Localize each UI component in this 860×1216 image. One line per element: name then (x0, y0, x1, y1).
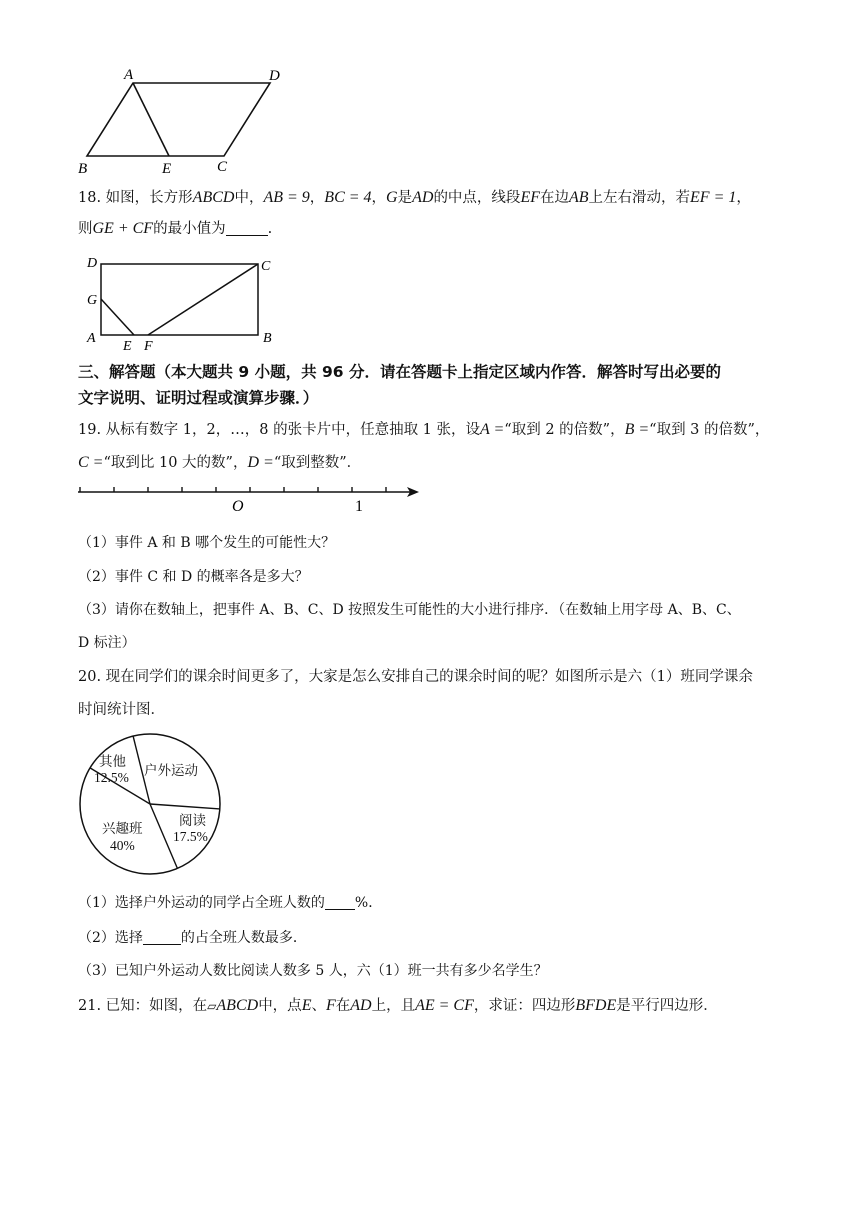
q20-sub2 (78, 928, 800, 948)
q20-sub1 (78, 893, 800, 913)
q21-text-d: 上，且 (371, 998, 416, 1014)
section-heading-line1: 三、解答题（本大题共 9 小题，共 96 分．请在答题卡上指定区域内作答．解答时写出必要的 (78, 363, 721, 381)
q20-sub2-b: 的占全班人数最多． (180, 930, 307, 946)
q18-line2 (78, 219, 800, 239)
q19-sub1: （1）事件 A 和 B 哪个发生的可能性大？ (78, 535, 336, 551)
q20-sub1-b: %． (354, 895, 383, 911)
pie-chart (76, 730, 226, 880)
q21-e: E (301, 997, 312, 1014)
q19-line1-c: “取到 3 的倍数”， (649, 422, 770, 438)
section-heading-line2: 文字说明、证明过程或演算步骤．） (78, 389, 319, 407)
q18-ab2: AB (568, 189, 589, 206)
axis-origin-label: O (232, 498, 244, 515)
parallelogram-icon: ▱ (207, 999, 217, 1013)
slice-value-other: 12.5% (94, 770, 129, 785)
label-A: A (124, 67, 134, 83)
q19-sub2: （2）事件 C 和 D 的概率各是多大？ (78, 569, 309, 585)
q19-a-eq: A = (480, 421, 505, 438)
label-D: D (269, 68, 280, 84)
q20-sub1-blank[interactable] (325, 895, 355, 910)
q21-text-b: 中，点 (258, 998, 302, 1014)
q18-text-d: 的中点，线段 (433, 190, 521, 206)
q21-ae-cf: AE = CF (415, 997, 474, 1014)
q18-ef: EF (520, 189, 540, 206)
q21-bfde: BFDE (575, 997, 617, 1014)
q18-g: G (386, 189, 398, 206)
slice-label-reading: 阅读 (179, 813, 206, 828)
q18-sep2: ， (371, 190, 387, 206)
label-C: C (261, 259, 271, 274)
q21-text-a: 已知：如图，在 (105, 998, 208, 1014)
label-G: G (87, 293, 98, 308)
q20-line1-text: 现在同学们的课余时间更多了，大家是怎么安排自己的课余时间的呢？如图所示是六（1）班同学课余 (105, 669, 753, 685)
q18-bc: BC = 4 (324, 189, 372, 206)
q19-line2 (78, 453, 800, 473)
q18-text-b: 中， (234, 190, 264, 206)
q18-line2-a: 则 (78, 221, 93, 237)
q18-text-f: 上左右滑动，若 (588, 190, 691, 206)
q21-ad: AD (350, 997, 372, 1014)
label-C: C (217, 159, 228, 175)
q21-text-c: 在 (335, 998, 351, 1014)
slice-value-reading: 17.5% (173, 829, 208, 844)
q19-d-eq: D = (247, 454, 274, 471)
label-A: A (87, 331, 96, 346)
q21-number: 21. (78, 998, 102, 1014)
q19-number: 19. (78, 422, 102, 438)
q18-expr: GE + CF (92, 220, 154, 237)
q20-sub3: （3）已知户外运动人数比阅读人数多 5 人，六（1）班一共有多少名学生？ (78, 963, 548, 979)
label-D: D (87, 256, 98, 271)
axis-one-label: 1 (355, 498, 363, 515)
q19-line2-a: “取到比 10 大的数”， (103, 455, 248, 471)
q20-line1 (78, 667, 800, 687)
section-heading (78, 359, 798, 411)
q18-line1 (78, 188, 800, 208)
q19-line1-a: 从标有数字 1，2，…，8 的张卡片中，任意抽取 1 张，设 (105, 422, 481, 438)
q20-number: 20. (78, 669, 102, 685)
q18-answer-blank[interactable] (226, 221, 268, 236)
q21-sep: 、 (311, 998, 326, 1014)
q19-line1 (78, 420, 800, 440)
q19-line2-b: “取到整数”． (273, 455, 362, 471)
q18-rect: ABCD (192, 189, 235, 206)
q18-number: 18. (78, 190, 102, 206)
q19-sub3-line1: （3）请你在数轴上，把事件 A、B、C、D 按照发生可能性的大小进行排序．（在数轴上用字母 A、B、C、 (78, 602, 741, 618)
q18-sep1: ， (309, 190, 325, 206)
q18-text-e: 在边 (539, 190, 569, 206)
slice-value-interest: 40% (110, 838, 135, 853)
q18-text-a: 如图，长方形 (105, 190, 193, 206)
q19-c-eq: C = (78, 454, 104, 471)
q18-line2-end: . (267, 221, 273, 237)
q18-text-g: ， (736, 190, 751, 206)
slice-boundary-reading (150, 804, 220, 809)
q20-line2: 时间统计图． (78, 702, 165, 718)
q19-line1-b: “取到 2 的倍数”， (504, 422, 625, 438)
slice-label-outdoor: 户外运动 (144, 763, 198, 778)
label-E: E (123, 339, 132, 353)
label-B: B (78, 161, 88, 177)
q20-sub2-a: （2）选择 (78, 930, 143, 946)
q18-text-c: 是 (397, 190, 413, 206)
number-line (74, 480, 424, 516)
q18-ad: AD (412, 189, 434, 206)
q21-para: ABCD (216, 997, 259, 1014)
label-B: B (263, 331, 272, 346)
q21-line (78, 996, 800, 1016)
rectangle-figure (80, 253, 280, 353)
q18-line2-b: 的最小值为 (153, 221, 226, 237)
slice-label-interest: 兴趣班 (102, 821, 143, 836)
q21-text-f: 是平行四边形． (616, 998, 718, 1014)
label-E: E (162, 161, 172, 177)
slice-label-other: 其他 (99, 754, 126, 769)
q19-b-eq: B = (624, 421, 650, 438)
q18-ef-eq: EF = 1 (690, 189, 737, 206)
q19-sub3-line2: D 标注） (78, 635, 136, 651)
q20-sub2-blank[interactable] (143, 930, 181, 945)
q21-f: F (325, 997, 336, 1014)
label-F: F (144, 339, 153, 353)
q21-text-e: ，求证：四边形 (473, 998, 576, 1014)
q18-ab: AB = 9 (263, 189, 310, 206)
q20-sub1-a: （1）选择户外运动的同学占全班人数的 (78, 895, 325, 911)
parallelogram-figure (72, 64, 302, 179)
